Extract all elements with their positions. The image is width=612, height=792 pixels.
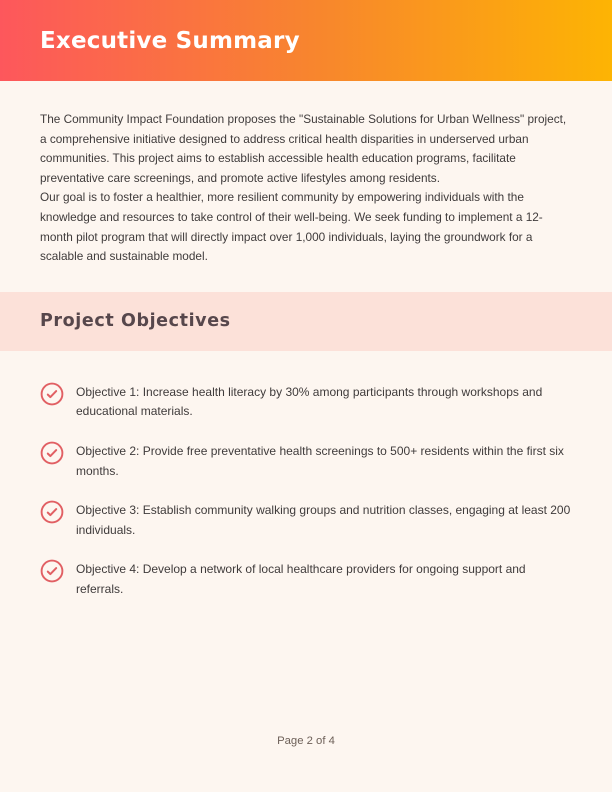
check-circle-icon xyxy=(40,441,64,465)
check-circle-icon xyxy=(40,500,64,524)
objective-text: Objective 4: Develop a network of local healthcare providers for ongoing support and referrals. xyxy=(76,562,526,596)
objective-item xyxy=(40,501,572,540)
objectives-list xyxy=(0,351,612,620)
objective-item xyxy=(40,560,572,599)
summary-paragraph-2: Our goal is to foster a healthier, more resilient community by empowering individuals with the knowledge and resources to take control of their well-being. We seek funding to implement a 12-month pilot program that will directly impact over 1,000 individuals, laying the groundwork for a scalable and sustainable model. xyxy=(40,190,543,264)
page-indicator: Page 2 of 4 xyxy=(277,735,335,747)
objectives-section-title: Project Objectives xyxy=(40,311,231,332)
objective-text: Objective 3: Establish community walking groups and nutrition classes, engaging at least 200 individuals. xyxy=(76,503,571,537)
objectives-heading-band xyxy=(0,292,612,351)
page-footer xyxy=(0,735,612,792)
check-circle-icon xyxy=(40,559,64,583)
summary-paragraph-1: The Community Impact Foundation proposes the "Sustainable Solutions for Urban Wellness" project, a comprehensive initiative designed to address critical health disparities in underserved urban communities. This project aims to establish accessible health education programs, facilitate preventative care screenings, and promote active lifestyles among residents. xyxy=(40,112,567,185)
check-circle-icon xyxy=(40,382,64,406)
objective-item xyxy=(40,383,572,422)
objective-text: Objective 1: Increase health literacy by 30% among participants through workshops and educational materials. xyxy=(76,384,543,419)
executive-summary-body xyxy=(0,81,612,267)
page-header xyxy=(0,0,612,81)
page-title: Executive Summary xyxy=(40,27,300,54)
objective-item xyxy=(40,442,572,481)
objective-text: Objective 2: Provide free preventative health screenings to 500+ residents within the first six months. xyxy=(76,443,564,478)
